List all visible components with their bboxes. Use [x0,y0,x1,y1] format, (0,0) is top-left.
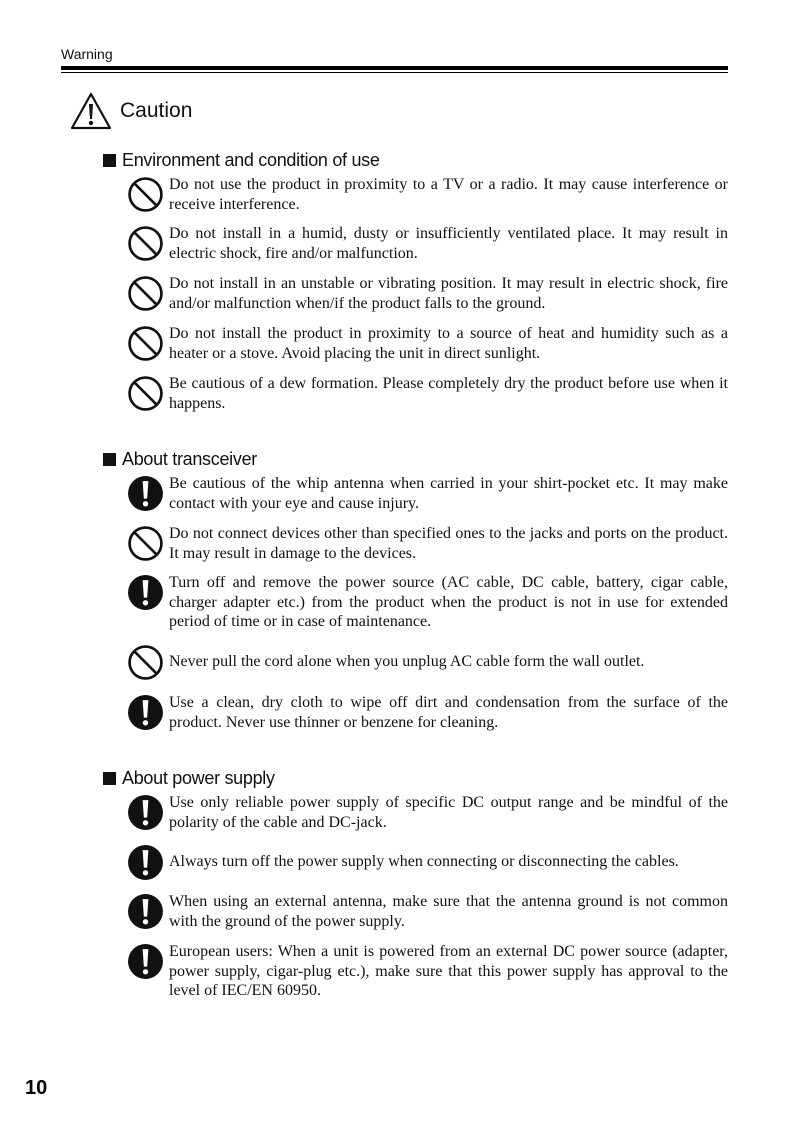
mandatory-action-icon [127,574,164,611]
page-number: 10 [25,1077,48,1099]
prohibition-icon [127,375,164,412]
warning-item-text: Do not install in an unstable or vibrating position. It may result in electric shock, fire and/or malfunction when/if the product falls to the ground. [169,275,728,312]
section-heading-text: About power supply [122,768,275,788]
prohibition-icon [127,275,164,312]
section-heading-text: Environment and condition of use [122,150,380,170]
prohibition-icon [127,525,164,562]
warning-item-text: Use only reliable power supply of specific DC output range and be mindful of the polarity of the cable and DC-jack. [169,794,728,831]
section-label: Warning [61,46,113,62]
warning-item-text: Do not connect devices other than specified ones to the jacks and ports on the product. It may result in damage to the devices. [169,525,728,562]
header-rule-thin [61,72,728,73]
section-heading-environment [103,150,380,171]
mandatory-action-icon [127,475,164,512]
bullet-square-icon [103,453,116,466]
warning-item-text: Be cautious of the whip antenna when carried in your shirt-pocket etc. It may make contact with your eye and cause injury. [169,475,728,512]
warning-item-text: When using an external antenna, make sure that the antenna ground is not common with the ground of the power supply. [169,893,728,930]
mandatory-action-icon [127,893,164,930]
section-heading-text: About transceiver [122,449,257,469]
warning-triangle-icon [70,92,112,130]
bullet-square-icon [103,154,116,167]
section-heading-transceiver [103,449,257,470]
warning-item-text: Do not install the product in proximity to a source of heat and humidity such as a heater or a stove. Avoid placing the unit in direct sunlight. [169,325,728,362]
caution-title: Caution [120,99,193,122]
mandatory-action-icon [127,943,164,980]
warning-item-text: Do not install in a humid, dusty or insufficiently ventilated place. It may result in electric shock, fire and/or malfunction. [169,225,728,262]
header-rule-thick [61,66,728,70]
section-heading-power-supply [103,768,275,789]
prohibition-icon [127,325,164,362]
warning-item-text: Turn off and remove the power source (AC cable, DC cable, battery, cigar cable, charger adapter etc.) from the product when the product is not in use for extended period of time or in case of maintenance. [169,574,728,631]
warning-item-text: Do not use the product in proximity to a TV or a radio. It may cause interference or receive interference. [169,176,728,213]
warning-item-text: Be cautious of a dew formation. Please completely dry the product before use when it happens. [169,375,728,412]
prohibition-icon [127,176,164,213]
mandatory-action-icon [127,844,164,881]
warning-item-text: Never pull the cord alone when you unplug AC cable form the wall outlet. [169,653,645,670]
mandatory-action-icon [127,694,164,731]
warning-item-text: Always turn off the power supply when connecting or disconnecting the cables. [169,853,679,870]
warning-item-text: Use a clean, dry cloth to wipe off dirt and condensation from the surface of the product. Never use thinner or benzene for cleaning. [169,694,728,731]
prohibition-icon [127,644,164,681]
prohibition-icon [127,225,164,262]
mandatory-action-icon [127,794,164,831]
caution-title-block [70,92,192,130]
warning-item-text: European users: When a unit is powered from an external DC power source (adapter, power supply, cigar-plug etc.), make sure that this power supply has approval to the level of IEC/EN 60950. [169,943,728,1000]
bullet-square-icon [103,772,116,785]
